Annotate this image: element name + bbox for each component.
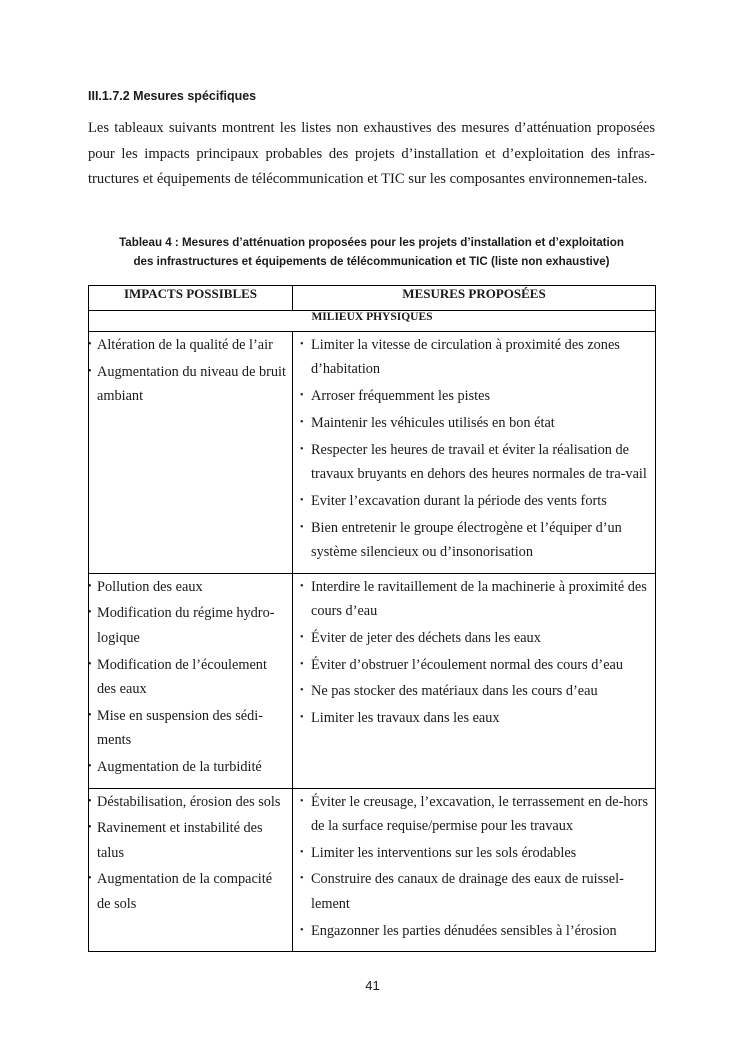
column-header-measures: MESURES PROPOSÉES <box>293 286 656 311</box>
list-item: • Modification de l’écoulement des eaux <box>97 653 288 702</box>
list-item: • Limiter la vitesse de circulation à proximité des zones d’habitation <box>311 333 651 382</box>
section-row <box>89 311 656 332</box>
section-heading: III.1.7.2 Mesures spécifiques <box>88 89 257 103</box>
table-row <box>89 788 656 952</box>
measures-cell <box>293 788 656 952</box>
list-item: • Limiter les travaux dans les eaux <box>311 706 651 730</box>
table-header-row <box>89 286 656 311</box>
list-item: • Ravinement et instabilité des talus <box>97 816 288 865</box>
list-item: • Éviter de jeter des déchets dans les eaux <box>311 626 651 650</box>
list-item: • Respecter les heures de travail et éviter la réalisation de travaux bruyants en dehors des heures normales de tra-vail <box>311 438 651 487</box>
mitigation-measures-table <box>88 285 656 952</box>
list-item: • Limiter les interventions sur les sols érodables <box>311 841 651 865</box>
list-item: • Arroser fréquemment les pistes <box>311 384 651 408</box>
table-caption-line-2: des infrastructures et équipements de télécommunication et TIC (liste non exhaustive) <box>133 255 610 268</box>
list-item: • Éviter d’obstruer l’écoulement normal des cours d’eau <box>311 653 651 677</box>
list-item: • Interdire le ravitaillement de la machinerie à proximité des cours d’eau <box>311 575 651 624</box>
list-item: • Ne pas stocker des matériaux dans les cours d’eau <box>311 679 651 703</box>
table-caption-line-1: Tableau 4 : Mesures d’atténuation proposées pour les projets d’installation et d’exploitation <box>119 236 624 249</box>
measures-cell <box>293 332 656 574</box>
list-item: • Modification du régime hydro-logique <box>97 601 288 650</box>
measures-cell <box>293 573 656 788</box>
list-item: • Augmentation de la turbidité <box>97 755 288 779</box>
list-item: • Eviter l’excavation durant la période des vents forts <box>311 489 651 513</box>
impacts-cell <box>89 332 293 574</box>
table-row <box>89 573 656 788</box>
list-item: • Déstabilisation, érosion des sols <box>97 790 288 814</box>
list-item: • Bien entretenir le groupe électrogène et l’équiper d’un système silencieux ou d’insonorisation <box>311 516 651 565</box>
column-header-impacts: IMPACTS POSSIBLES <box>89 286 293 311</box>
list-item: • Construire des canaux de drainage des eaux de ruissel-lement <box>311 867 651 916</box>
list-item: • Altération de la qualité de l’air <box>97 333 288 357</box>
page-number: 41 <box>365 978 380 993</box>
intro-paragraph: Les tableaux suivants montrent les listes non exhaustives des mesures d’atténuation proposées pour les impacts principaux probables des projets d’installation et d’exploitation des infras-tructures et équipements de télécommunication et TIC sur les composantes environnemen-tales. <box>88 120 655 187</box>
list-item: • Maintenir les véhicules utilisés en bon état <box>311 411 651 435</box>
list-item: • Augmentation de la compacité de sols <box>97 867 288 916</box>
list-item: • Augmentation du niveau de bruit ambiant <box>97 360 288 409</box>
list-item: • Mise en suspension des sédi-ments <box>97 704 288 753</box>
impacts-cell <box>89 788 293 952</box>
table-row <box>89 332 656 574</box>
table-caption <box>88 233 655 271</box>
list-item: • Engazonner les parties dénudées sensibles à l’érosion <box>311 919 651 943</box>
list-item: • Éviter le creusage, l’excavation, le terrassement en de-hors de la surface requise/permise pour les travaux <box>311 790 651 839</box>
section-label-physical: MILIEUX PHYSIQUES <box>89 311 656 332</box>
list-item: • Pollution des eaux <box>97 575 288 599</box>
impacts-cell <box>89 573 293 788</box>
